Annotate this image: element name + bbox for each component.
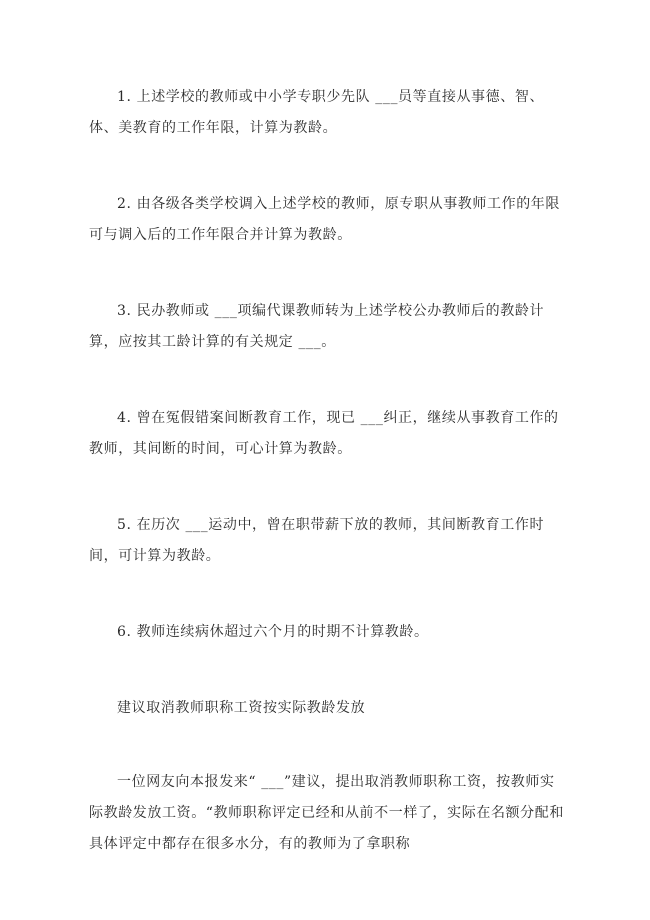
section-heading: 建议取消教师职称工资按实际教龄发放 [117,700,366,716]
paragraph-rule-1: 1. 上述学校的教师或中小学专职少先队 ___员等直接从事德、智、体、美教育的工作年限，计算为教龄。 [89,89,545,136]
paragraph-rule-2: 2. 由各级各类学校调入上述学校的教师，原专职从事教师工作的年限可与调入后的工作年限合并计算为教龄。 [89,196,561,243]
paragraph-rule-5: 5. 在历次 ___运动中，曾在职带薪下放的教师，其间断教育工作时间，可计算为教龄。 [89,517,545,564]
paragraph-rule-3: 3. 民办教师或 ___项编代课教师转为上述学校公办教师后的教龄计算，应按其工龄计算的有关规定 ___。 [89,303,545,350]
closing-paragraph: 一位网友向本报发来“ ___”建议，提出取消教师职称工资，按教师实际教龄发放工资。“教师职称评定已经和从前不一样了，实际在名额分配和具体评定中都存在很多水分，有的教师为了拿职称 [89,774,564,852]
document-body [89,82,567,860]
paragraph-rule-6: 6. 教师连续病休超过六个月的时期不计算教龄。 [117,624,429,640]
paragraph-rule-4: 4. 曾在冤假错案间断教育工作，现已 ___纠正，继续从事教育工作的教师，其间断的时间，可心计算为教龄。 [89,410,559,457]
